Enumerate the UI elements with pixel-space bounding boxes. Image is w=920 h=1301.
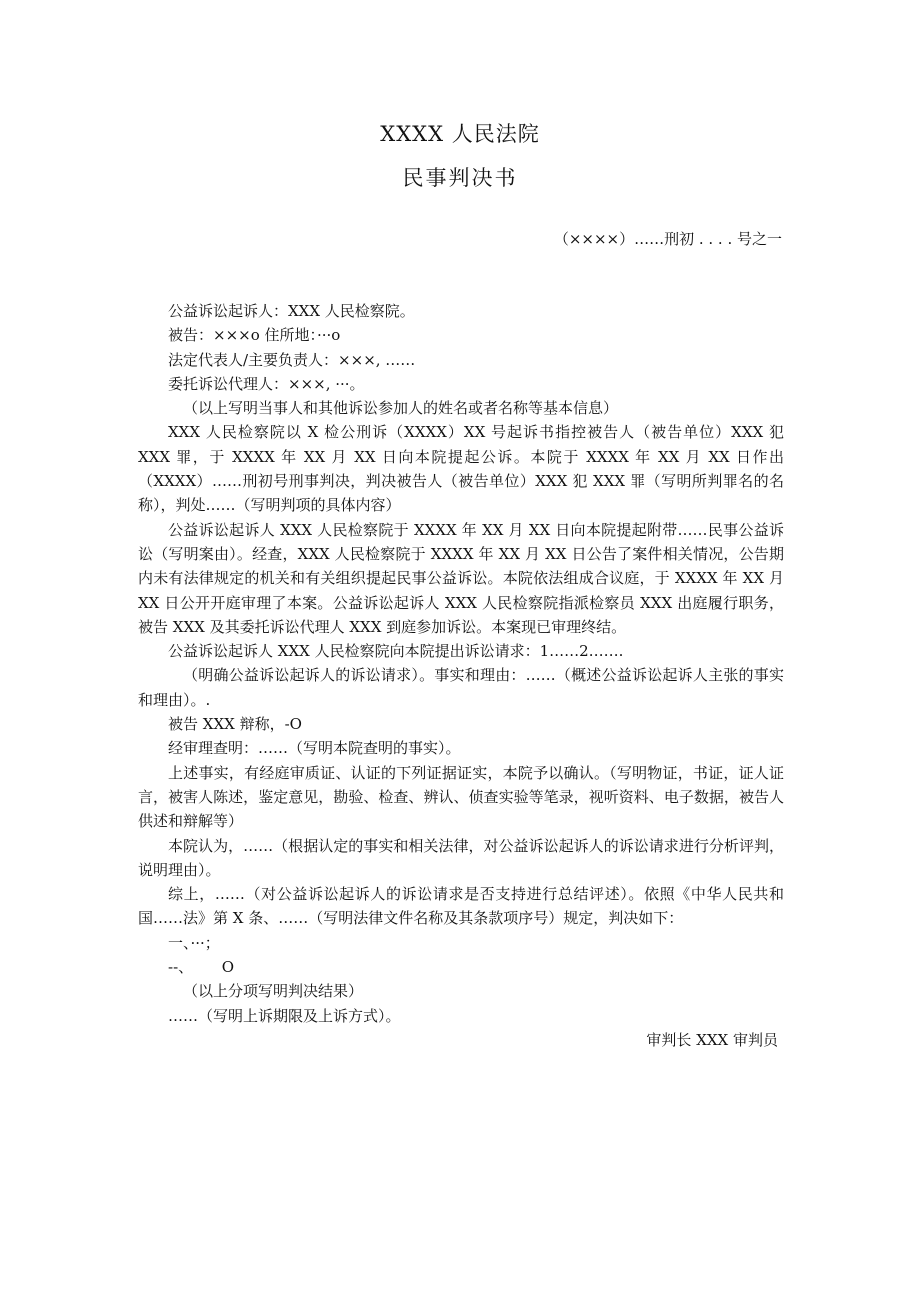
paragraph-defense: 被告 XXX 辩称，-O (168, 715, 302, 734)
case-number: （××××）……刑初 . . . . 号之一 (553, 230, 782, 248)
paragraph-conclusion: 综上，……（对公益诉讼起诉人的诉讼请求是否支持进行总结评述）。依照《中华人民共和国……法》第 X 条、……（写明法律文件名称及其条款项序号）规定，判决如下： (138, 885, 784, 928)
party-plaintiff: 公益诉讼起诉人：XXX 人民检察院。 (168, 302, 415, 320)
judgment-items-note: （以上分项写明判决结果） (183, 982, 364, 1001)
paragraph-evidence: 上述事实，有经庭审质证、认证的下列证据证实，本院予以确认。（写明物证，书证，证人证言，被害人陈述，鉴定意见，勘验、检查、辨认、侦查实验等笔录，视听资料、电子数据，被告人供述和辩解等） (138, 763, 784, 831)
document-title: 民事判决书 (402, 166, 518, 190)
document-body (138, 299, 784, 1052)
paragraph-civil-suit: 公益诉讼起诉人 XXX 人民检察院于 XXXX 年 XX 月 XX 日向本院提起附带……民事公益诉讼（写明案由）。经查，XXX 人民检察院于 XXXX 年 XX 月 XX 日公告了案件相关情况，公告期内未有法律规定的机关和有关组织提起民事公益诉讼。本院依法组成合议庭，于 XXXX 年 XX 月 XX 日公开开庭审理了本案。公益诉讼起诉人 XXX 人民检察院指派检察员 XXX 出庭履行职务，被告 XXX 及其委托诉讼代理人 XXX 到庭参加诉讼。本案现已审理终结。 (138, 520, 784, 636)
paragraph-findings: 经审理查明：……（写明本院查明的事实）。 (168, 739, 461, 758)
paragraph-prosecution: XXX 人民检察院以 X 检公刑诉（XXXX）XX 号起诉书指控被告人（被告单位）XXX 犯 XXX 罪，于 XXXX 年 XX 月 XX 日向本院提起公诉。本院于 XXXX 年 XX 月 XX 日作出（XXXX）……刑初号刑事判决，判决被告人（被告单位）XXX 犯 XXX 罪（写明所判罪名的名称），判处……（写明判项的具体内容） (138, 423, 784, 515)
judgment-item-1: 一、···； (168, 933, 220, 952)
court-name: XXXX 人民法院 (380, 122, 540, 146)
party-agent: 委托诉讼代理人：×××, ···。 (168, 374, 365, 393)
paragraph-claims-detail: （明确公益诉讼起诉人的诉讼请求）。事实和理由：……（概述公益诉讼起诉人主张的事实和理由）。. (138, 666, 784, 709)
parties-note: （以上写明当事人和其他诉讼参加人的姓名或者名称等基本信息） (183, 399, 619, 418)
party-legal-rep: 法定代表人/主要负责人：×××, …… (168, 350, 416, 369)
paragraph-claims: 公益诉讼起诉人 XXX 人民检察院向本院提出诉讼请求：1……2……. (168, 642, 624, 661)
party-defendant: 被告：×××o 住所地：···o (168, 326, 341, 345)
appeal-notice: ……（写明上诉期限及上诉方式）。 (168, 1006, 401, 1025)
judgment-item-2: --、 O (168, 958, 235, 977)
paragraph-opinion: 本院认为，……（根据认定的事实和相关法律，对公益诉讼起诉人的诉讼请求进行分析评判，说明理由）。 (138, 836, 784, 879)
signature-line: 审判长 XXX 审判员 (646, 1030, 778, 1049)
